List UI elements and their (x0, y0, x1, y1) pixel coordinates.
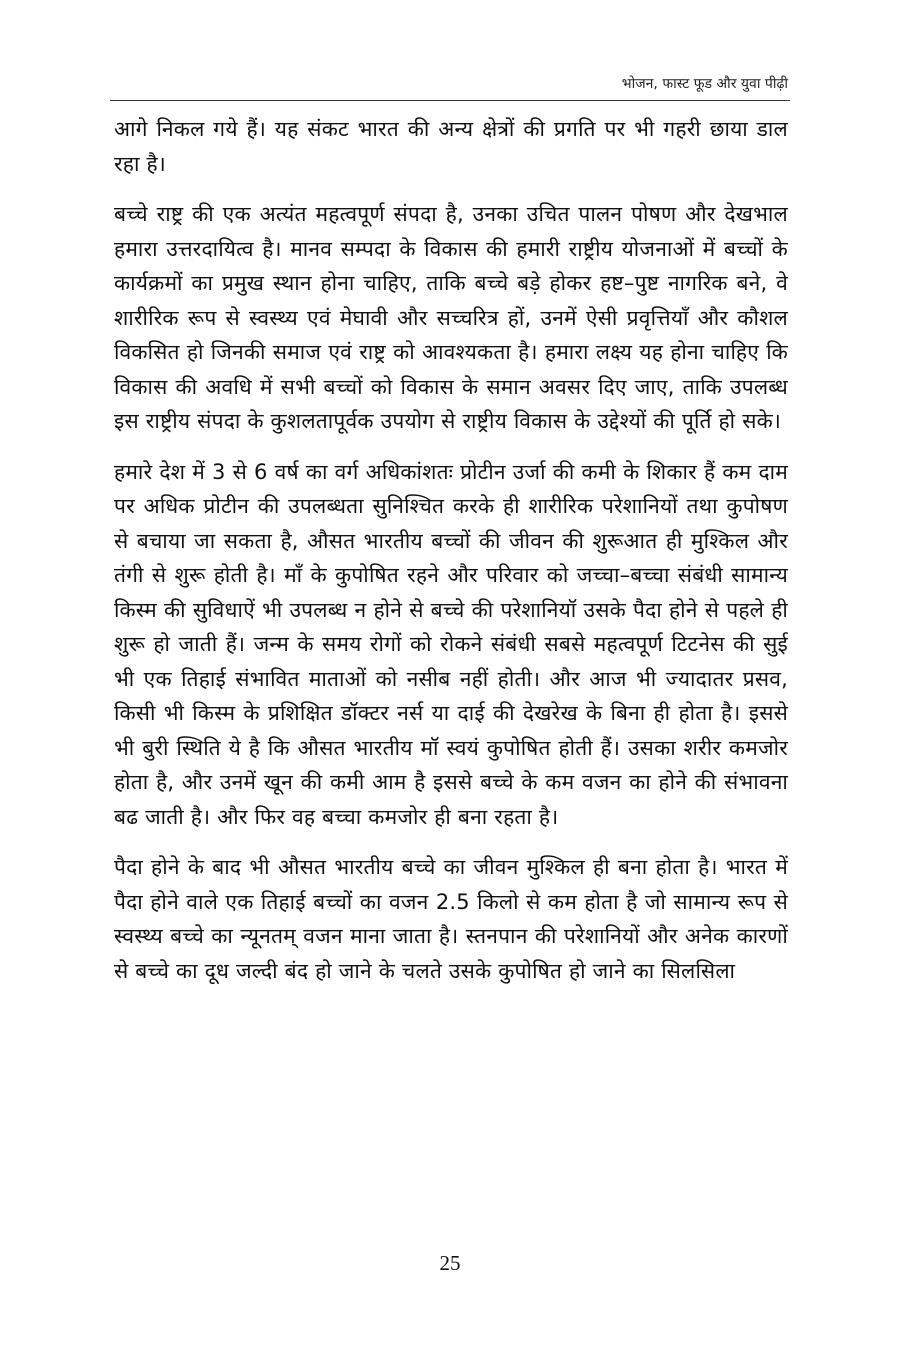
paragraph-2: बच्चे राष्ट्र की एक अत्यंत महत्वपूर्ण संपदा है, उनका उचित पालन पोषण और देखभाल हमारा उत्तरदायित्व है। मानव सम्पदा के विकास की हमारी राष्ट्रीय योजनाओं में बच्चों के कार्यक्रमों का प्रमुख स्थान होना चाहिए, ताकि बच्चे बड़े होकर हष्ट–पुष्ट नागरिक बने, वे शारीरिक रूप से स्वस्थ्य एवं मेघावी और सच्चरित्र हों, उनमें ऐसी प्रवृत्तियाँ और कौशल विकसित हो जिनकी समाज एवं राष्ट्र को आवश्यकता है। हमारा लक्ष्य यह होना चाहिए कि विकास की अवधि में सभी बच्चों को विकास के समान अवसर दिए जाए, ताकि उपलब्ध इस राष्ट्रीय संपदा के कुशलतापूर्वक उपयोग से राष्ट्रीय विकास के उद्देश्यों की पूर्ति हो सके। (114, 202, 788, 433)
paragraph-4: पैदा होने के बाद भी औसत भारतीय बच्चे का जीवन मुश्किल ही बना होता है। भारत में पैदा होने वाले एक तिहाई बच्चों का वजन 2.5 किलो से कम होता है जो सामान्य रूप से स्वस्थ्य बच्चे का न्यूनतम् वजन माना जाता है। स्तनपान की परेशानियों और अनेक कारणों से बच्चे का दूध जल्दी बंद हो जाने के चलते उसके कुपोषित हो जाने का सिलसिला (114, 855, 788, 983)
running-header: भोजन, फास्ट फूड और युवा पीढ़ी (621, 76, 788, 92)
paragraph-1: आगे निकल गये हैं। यह संकट भारत की अन्य क्षेत्रों की प्रगति पर भी गहरी छाया डाल रहा है। (114, 117, 788, 176)
paragraph-3: हमारे देश में 3 से 6 वर्ष का वर्ग अधिकांशतः प्रोटीन उर्जा की कमी के शिकार हैं कम दाम पर अधिक प्रोटीन की उपलब्धता सुनिश्चित करके ही शारीरिक परेशानियों तथा कुपोषण से बचाया जा सकता है, औसत भारतीय बच्चों की जीवन की शुरूआत ही मुश्किल और तंगी से शुरू होती है। माँ के कुपोषित रहने और परिवार को जच्चा–बच्चा संबंधी सामान्य किस्म की सुविधाऐं भी उपलब्ध न होने से बच्चे की परेशानियॉ उसके पैदा होने से पहले ही शुरू हो जाती हैं। जन्म के समय रोगों को रोकने संबंधी सबसे महत्वपूर्ण टिटनेस की सुई भी एक तिहाई संभावित माताओं को नसीब नहीं होती। और आज भी ज्यादातर प्रसव, किसी भी किस्म के प्रशिक्षित डॉक्टर नर्स या दाई की देखरेख के बिना ही होता है। इससे भी बुरी स्थिति ये है कि औसत भारतीय मॉ स्वयं कुपोषित होती हैं। उसका शरीर कमजोर होता है, और उनमें खून की कमी आम है इससे बच्चे के कम वजन का होने की संभावना बढ जाती है। और फिर वह बच्चा कमजोर ही बना रहता है। (114, 459, 788, 829)
page-number: 25 (439, 1251, 461, 1275)
header-rule (110, 100, 790, 101)
body-text (114, 112, 788, 1004)
